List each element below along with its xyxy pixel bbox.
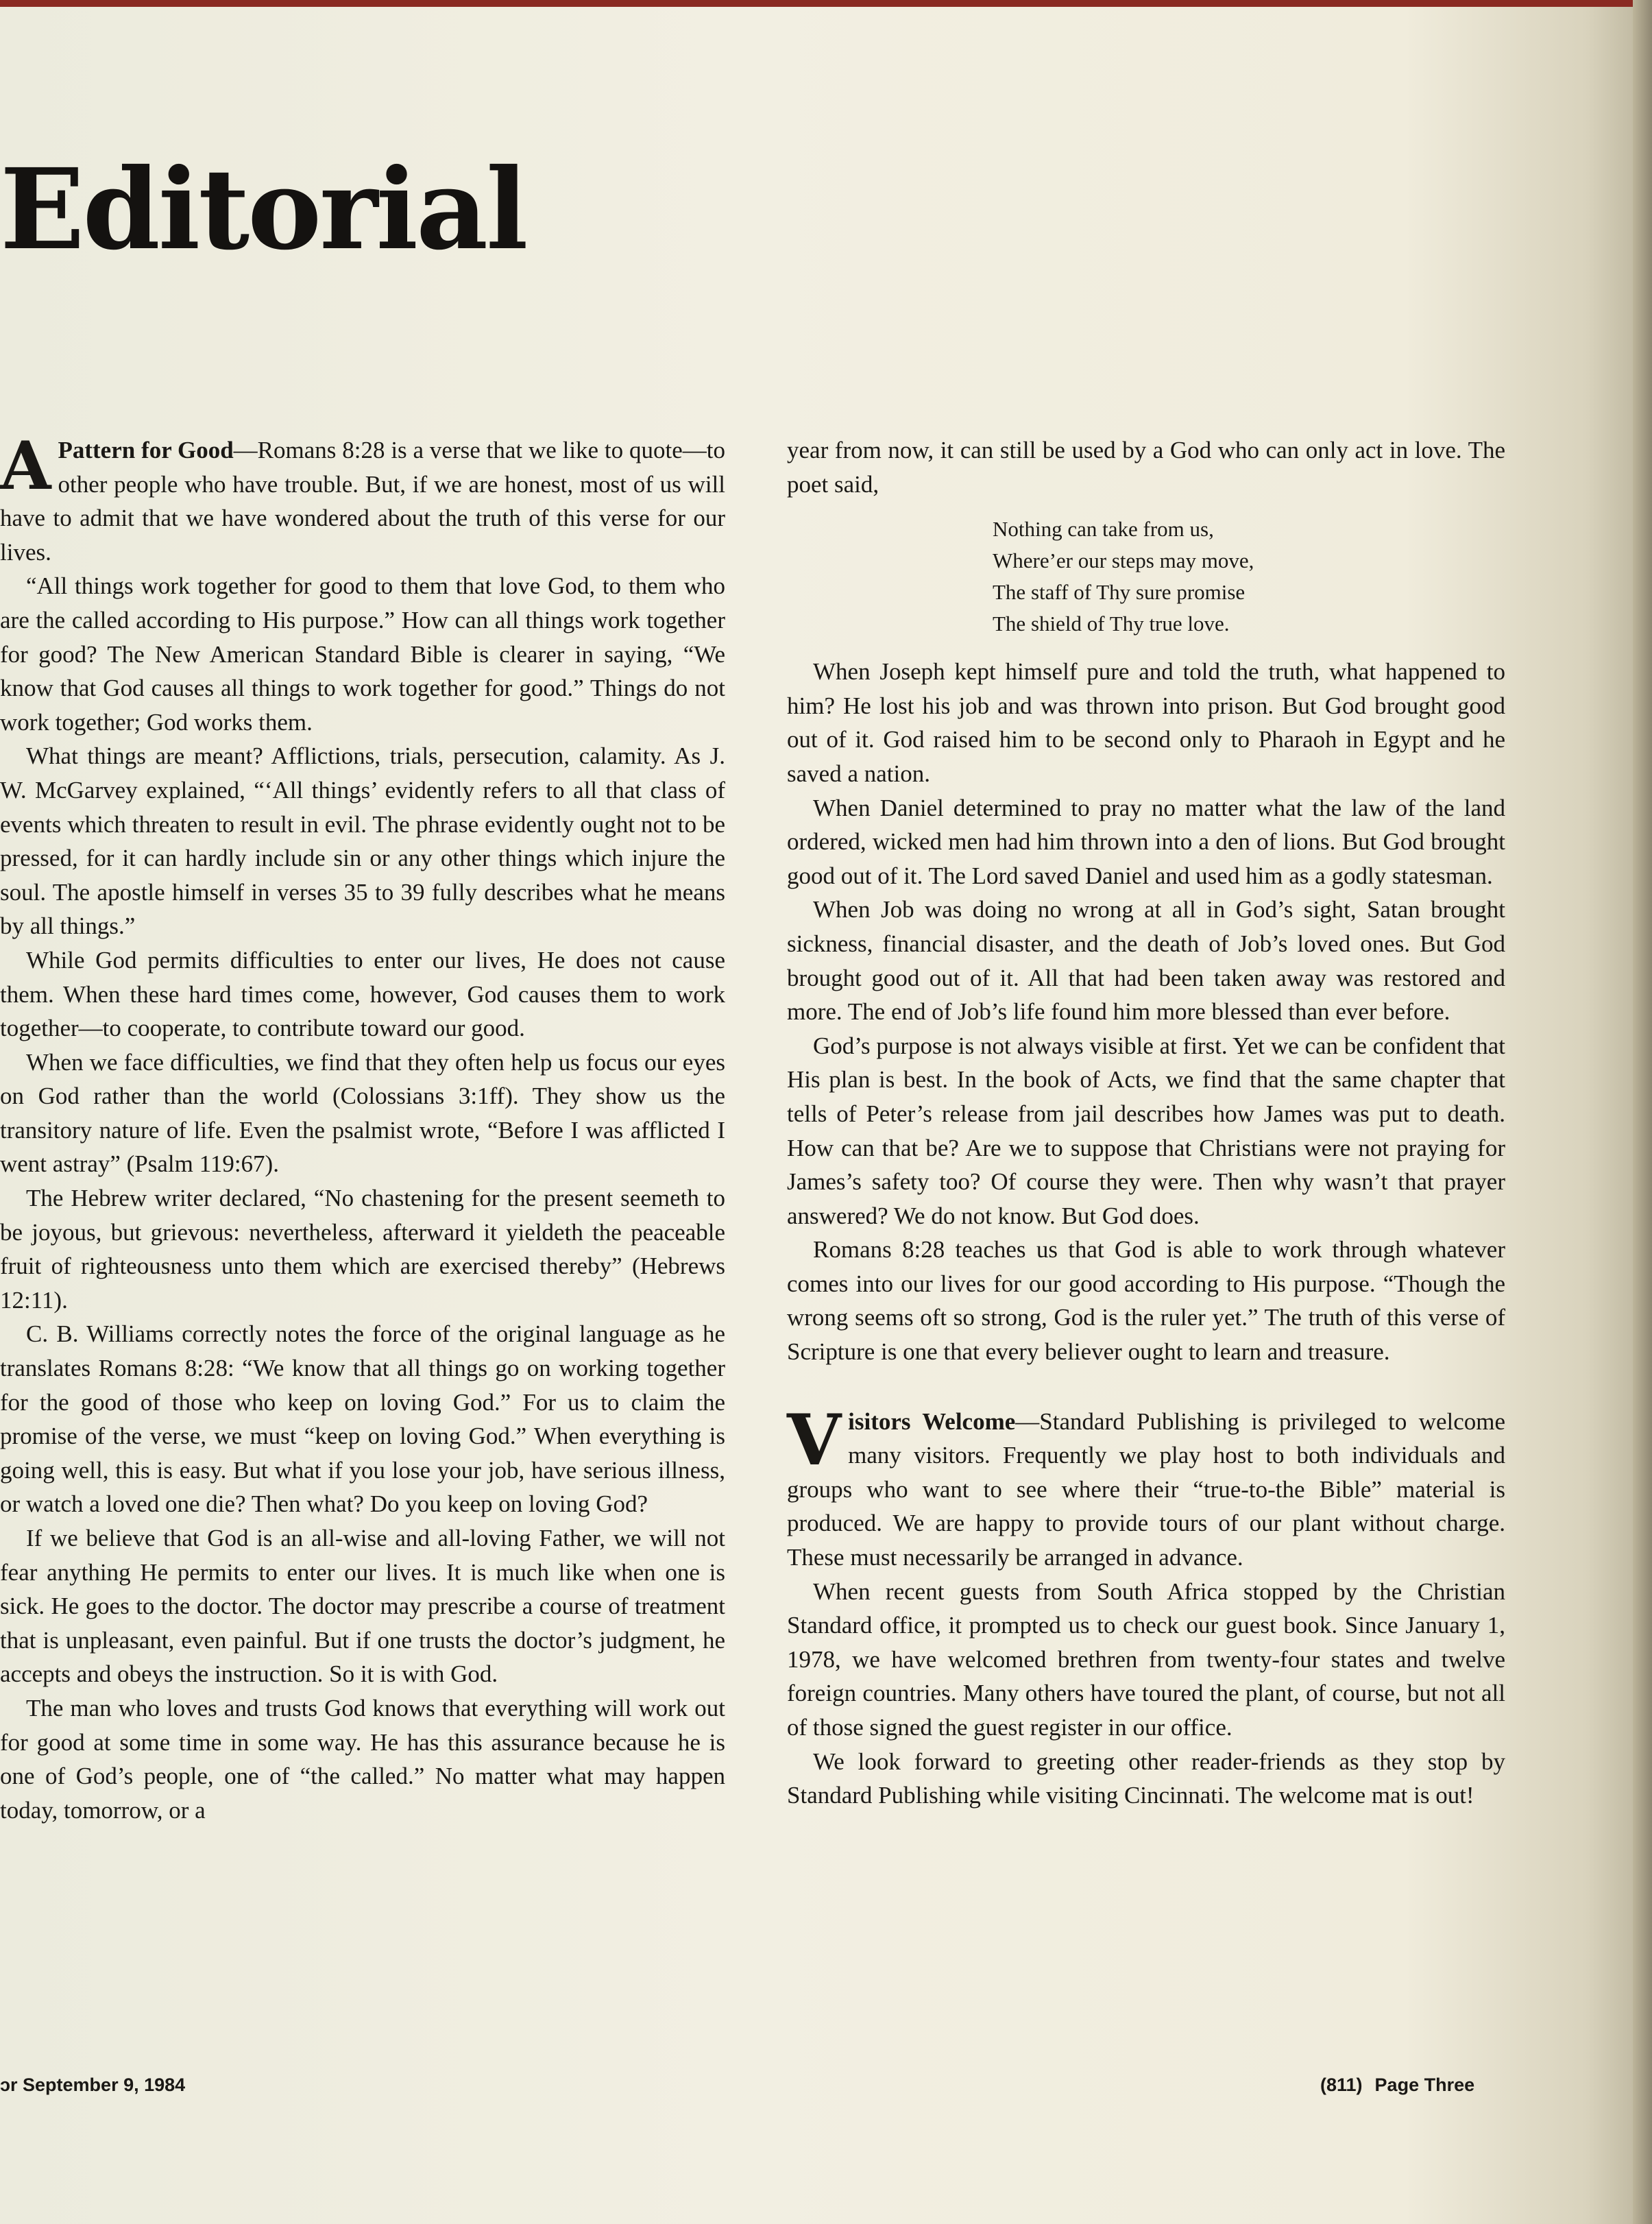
footer-date: ɔr September 9, 1984 [0,2075,186,2095]
poem-line: The shield of Thy true love. [993,612,1230,636]
article2-paragraph: We look forward to greeting other reader-friends as they stop by Standard Publishing while visiting Cincinnati. The welcome mat is out! [787,1748,1505,1809]
article1-paragraph: “All things work together for good to them that love God, to them who are the called according to His purpose.” How can all things work together for good? The New American Standard Bible is clearer in saying, “We know that God causes all things to work together for good.” Things do not work together; God works them. [0,572,725,736]
article2-paragraph: When recent guests from South Africa stopped by the Christian Standard office, it prompted us to check our guest book. Since January 1, 1978, we have welcomed brethren from twenty-four states and twelve foreign countries. Many others have toured the plant, of course, but not all of those signed the guest register in our office. [787,1578,1505,1741]
article1-paragraph: The man who loves and trusts God knows that everything will work out for good at some time in some way. He has this assurance because he is one of God’s people, one of “the called.” No matter what may happen today, tomorrow, or a [0,1694,725,1824]
article1-paragraph: When Joseph kept himself pure and told the truth, what happened to him? He lost his job and was thrown into prison. But God brought good out of it. God raised him to be second only to Pharaoh in Egypt and he saved a nation. [787,658,1505,787]
article1-paragraph: If we believe that God is an all-wise and all-loving Father, we will not fear anything He permits to enter our lives. It is much like when one is sick. He goes to the doctor. The doctor may prescribe a course of treatment that is unpleasant, even painful. But if one trusts the doctor’s judgment, he accepts and obeys the instruction. So it is with God. [0,1525,725,1688]
poem-quote [993,513,1505,640]
article1-headline: Pattern for Good [58,437,234,463]
drop-cap-v: V [787,1399,842,1482]
article1-paragraph: C. B. Williams correctly notes the force of the original language as he translates Romans 8:28: “We know that all things go on working together for the good of those who keep on loving God.” For us to claim the promise of the verse, we must “keep on loving God.” When everything is going well, this is easy. But what if you lose your job, have serious illness, or watch a loved one die? Then what? Do you keep on loving God? [0,1320,725,1518]
article1-lead-paragraph [0,427,725,569]
article-separator [787,1369,1505,1405]
page-title: Editorial [0,145,526,275]
footer-page-info [1320,2075,1487,2096]
article1-paragraph: Romans 8:28 teaches us that God is able to work through whatever comes into our lives for our good according to His purpose. “Though the wrong seems oft so strong, God is the ruler yet.” The truth of this verse of Scripture is one that every believer ought to learn and treasure. [787,1236,1505,1366]
poem-line: Where’er our steps may move, [993,548,1254,573]
article2-headline: isitors Welcome [848,1407,1016,1435]
right-column [787,433,1505,1813]
poem-line: The staff of Thy sure promise [993,580,1246,605]
drop-cap-a: A [0,427,51,505]
article2-lead-text: —Standard Publishing is privileged to welcome many visitors. Frequently we play host to both individuals and groups who want to see where their “true-to-the Bible” material is produced. We are happy to provide tours of our plant without charge. These must necessarily be arranged in advance. [787,1407,1505,1571]
article1-paragraph: The Hebrew writer declared, “No chastening for the present seemeth to be joyous, but grievous: nevertheless, afterward it yieldeth the peaceable fruit of righteousness unto them which are exercised thereby” (Hebrews 12:11). [0,1185,725,1314]
left-column [0,427,725,1827]
issue-number: (811) [1320,2075,1363,2095]
article1-paragraph: While God permits difficulties to enter our lives, He does not cause them. When these hard times come, however, God causes them to work together—to cooperate, to contribute toward our good. [0,946,725,1042]
article1-paragraph: God’s purpose is not always visible at first. Yet we can be confident that His plan is best. In the book of Acts, we find that the same chapter that tells of Peter’s release from jail describes how James was put to death. How can that be? Are we to suppose that Christians were not praying for James’s safety too? Of course they were. Then why wasn’t that prayer answered? We do not know. But God does. [787,1032,1505,1229]
article2-lead-paragraph [787,1399,1505,1575]
article1-continuation: year from now, it can still be used by a God who can only act in love. The poet said, [787,437,1505,498]
top-edge-band [0,0,1652,7]
page-number-label: Page Three [1374,2075,1475,2095]
page-gutter-shadow [1633,0,1652,2224]
article1-lead-text: —Romans 8:28 is a verse that we like to quote—to other people who have trouble. But, if we are honest, most of us will have to admit that we have wondered about the truth of this verse for our lives. [0,437,725,566]
article1-paragraph: What things are meant? Afflictions, trials, persecution, calamity. As J. W. McGarvey explained, “‘All things’ evidently refers to all that class of events which threaten to result in evil. The phrase evidently ought not to be pressed, for it can hardly include sin or any other things which injure the soul. The apostle himself in verses 35 to 39 fully describes what he means by all things.” [0,742,725,940]
article1-paragraph: When Job was doing no wrong at all in God’s sight, Satan brought sickness, financial disaster, and the death of Job’s loved ones. But God brought good out of it. All that had been taken away was restored and more. The end of Job’s life found him more blessed than ever before. [787,896,1505,1026]
article1-paragraph: When Daniel determined to pray no matter what the law of the land ordered, wicked men had him thrown into a den of lions. But God brought good out of it. The Lord saved Daniel and used him as a godly statesman. [787,794,1505,889]
poem-line: Nothing can take from us, [993,517,1214,542]
article1-paragraph: When we face difficulties, we find that they often help us focus our eyes on God rather than the world (Colossians 3:1ff). They show us the transitory nature of life. Even the psalmist wrote, “Before I was afflicted I went astray” (Psalm 119:67). [0,1048,725,1178]
